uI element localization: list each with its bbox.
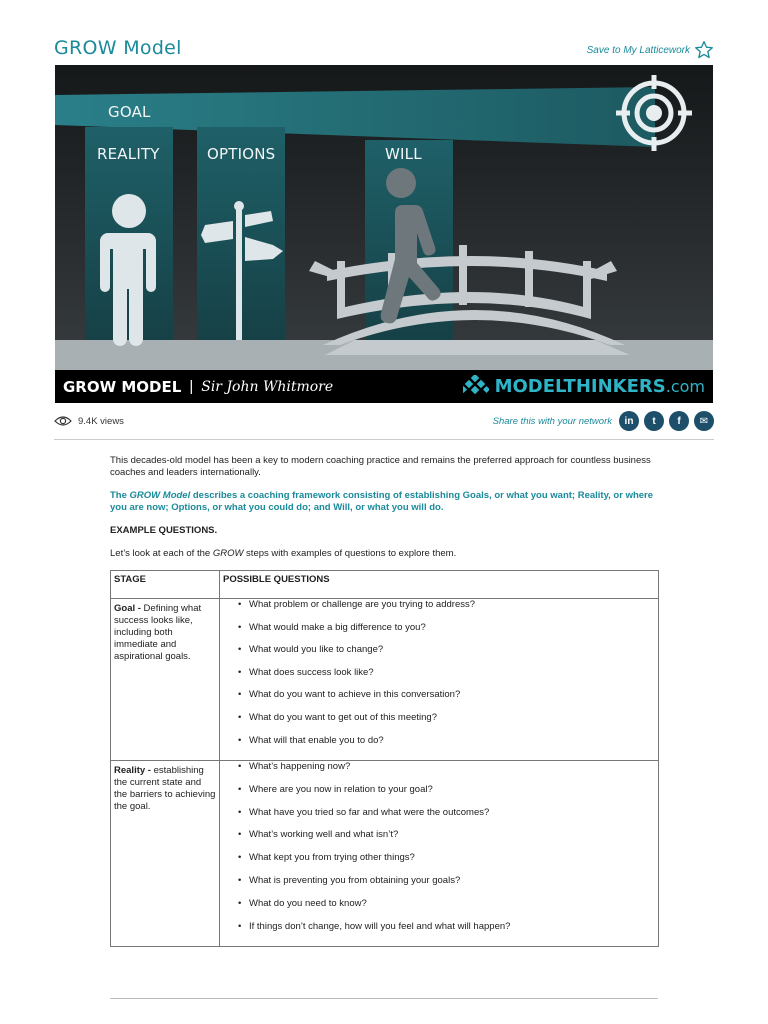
brand-dotcom: .com — [665, 376, 705, 396]
options-label: OPTIONS — [207, 145, 276, 163]
save-label: Save to My Latticework — [586, 44, 690, 56]
lead-paragraph — [110, 548, 660, 560]
definition-model: GROW Model — [129, 490, 191, 501]
questions-cell-goal — [220, 599, 659, 761]
question-item: • Where are you now in relation to your goal? — [238, 784, 654, 796]
article-body — [110, 455, 660, 571]
divider-bottom — [110, 998, 658, 999]
stage-title: Goal - — [114, 603, 141, 614]
question-item: • What’s happening now? — [238, 761, 654, 773]
views-count — [54, 415, 124, 427]
lead-grow: GROW — [212, 548, 244, 559]
brand-thinkers: THINKERS — [563, 375, 666, 397]
goal-label: GOAL — [108, 103, 151, 121]
grow-questions-table — [110, 570, 659, 947]
stage-desc: Defining what success looks like, including both immediate and aspirational goals. — [114, 603, 202, 662]
question-list — [220, 761, 654, 933]
lead-prefix: Let’s look at each of the — [110, 548, 213, 559]
questions-cell-reality — [220, 761, 659, 947]
stage-cell-reality — [111, 761, 220, 947]
email-icon[interactable]: ✉ — [694, 411, 714, 431]
question-item: • What is preventing you from obtaining your goals? — [238, 875, 654, 887]
linkedin-icon[interactable]: in — [619, 411, 639, 431]
table-row — [111, 599, 659, 761]
stage-cell-goal — [111, 599, 220, 761]
share-bar — [493, 411, 714, 431]
definition-prefix: The — [110, 490, 130, 501]
hero-footer-title: GROW MODEL — [63, 377, 182, 396]
definition-paragraph — [110, 490, 660, 514]
question-item: • If things don’t change, how will you feel and what will happen? — [238, 921, 654, 933]
grow-scene-graphic — [55, 65, 713, 403]
question-item: • What do you need to know? — [238, 898, 654, 910]
lead-suffix: steps with examples of questions to explore them. — [243, 548, 457, 559]
hero-illustration — [55, 65, 713, 403]
definition-rest: describes a coaching framework consisting of establishing Goals, or what you want; Reality, or where you are now; Options, or what you could do; and Will, or what you will do. — [110, 490, 654, 513]
hero-footer-separator: | — [189, 378, 194, 395]
page-title: GROW Model — [54, 37, 182, 59]
question-item: • What kept you from trying other things? — [238, 852, 654, 864]
hero-footer-author: Sir John Whitmore — [201, 378, 334, 395]
table-header-row — [111, 571, 659, 599]
save-to-latticework-link[interactable] — [587, 40, 714, 60]
reality-label: REALITY — [97, 145, 160, 163]
share-text: Share this with your network — [492, 415, 612, 427]
brand-model: MODEL — [494, 375, 564, 397]
table-row — [111, 761, 659, 947]
twitter-icon[interactable]: t — [644, 411, 664, 431]
facebook-icon[interactable]: f — [669, 411, 689, 431]
views-text: 9.4K views — [78, 415, 124, 427]
will-label: WILL — [385, 145, 422, 163]
divider-top — [54, 439, 714, 440]
col-stage-header: STAGE — [111, 571, 220, 599]
question-item: • What does success look like? — [238, 667, 654, 679]
question-item: • What would make a big difference to you? — [238, 622, 654, 634]
modelthinkers-logo — [463, 375, 705, 397]
col-questions-header: POSSIBLE QUESTIONS — [220, 571, 659, 599]
modelthinkers-diamond-icon — [463, 375, 489, 397]
question-item: • What’s working well and what isn’t? — [238, 829, 654, 841]
stage-desc: establishing the current state and the barriers to achieving the goal. — [114, 765, 216, 812]
intro-paragraph: This decades-old model has been a key to modern coaching practice and remains the preferred approach for countless business coaches and leaders internationally. — [110, 455, 651, 478]
question-item: • What do you want to get out of this meeting? — [238, 712, 654, 724]
question-item: • What would you like to change? — [238, 644, 654, 656]
example-heading: EXAMPLE QUESTIONS. — [110, 525, 218, 536]
question-item: • What problem or challenge are you trying to address? — [238, 599, 654, 611]
star-outline-icon — [694, 40, 714, 60]
stage-title: Reality - — [114, 765, 151, 776]
question-item: • What do you want to achieve in this conversation? — [238, 689, 654, 701]
question-list — [220, 599, 654, 747]
question-item: • What have you tried so far and what were the outcomes? — [238, 807, 654, 819]
meta-row — [54, 410, 714, 432]
eye-icon — [54, 415, 72, 427]
question-item: • What will that enable you to do? — [238, 735, 654, 747]
